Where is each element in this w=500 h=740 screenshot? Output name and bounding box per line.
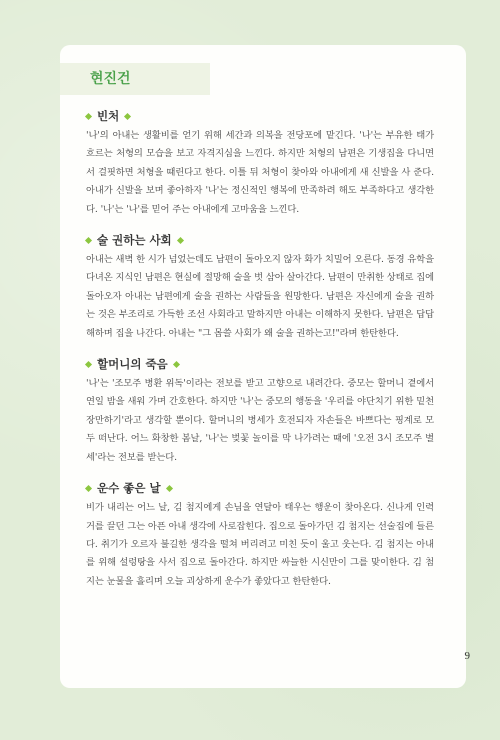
diamond-bullet-icon — [85, 112, 92, 119]
section-heading — [86, 105, 446, 127]
section-sul — [86, 229, 446, 343]
section-body: 아내는 새벽 한 시가 넘었는데도 남편이 돌아오지 않자 화가 치밀어 오른다. 동경 유학을 다녀온 지식인 남편은 현실에 절망해 술을 벗 삼아 살아간다. 남편이 만취한 상태로 집에 돌아오자 아내는 남편에게 술을 권하는 사람들을 원망한다. 남편은 자신에게 술을 권하는 것은 부조리로 가득한 조선 사회라고 말하지만 아내는 이해하지 못한다. 남편은 답답해하며 집을 나간다. 아내는 "그 몹쓸 사회가 왜 술을 권하는고!"라며 한탄한다. — [86, 254, 434, 339]
section-heading — [86, 229, 446, 251]
section-binche — [86, 105, 446, 219]
section-title: 운수 좋은 날 — [97, 481, 161, 496]
section-halmeoni — [86, 353, 446, 467]
diamond-bullet-icon — [177, 236, 184, 243]
author-name: 현진건 — [90, 71, 131, 87]
section-body: '나'의 아내는 생활비를 얻기 위해 세간과 의복을 전당포에 맡긴다. '나'는 부유한 태가 흐르는 처형의 모습을 보고 자격지심을 느낀다. 하지만 처형의 남편은 기생집을 다니면서 걸핏하면 처형을 때린다고 한다. 이틀 뒤 처형이 찾아와 아내에게 새 신발을 사 준다. 아내가 신발을 보며 좋아하자 '나'는 정신적인 행복에 만족하려 해도 부족하다고 생각한다. '나'는 '나'를 믿어 주는 아내에게 고마움을 느낀다. — [86, 130, 434, 215]
section-title: 술 권하는 사회 — [97, 233, 172, 248]
diamond-bullet-icon — [166, 485, 173, 492]
diamond-bullet-icon — [85, 361, 92, 368]
page-number: 9 — [464, 650, 470, 662]
section-body: '나'는 '조모주 병환 위독'이라는 전보를 받고 고향으로 내려간다. 중모는 할머니 곁에서 연일 밤을 새워 가며 간호한다. 하지만 '나'는 중모의 행동을 '우리를 야단치기 위한 밑천 장만하기'라고 생각할 뿐이다. 할머니의 병세가 호전되자 자손들은 바쁘다는 핑계로 모두 떠난다. 어느 화창한 봄날, '나'는 벚꽃 놀이를 막 나가려는 때에 '오전 3시 조모주 별세'라는 전보를 받는다. — [86, 378, 434, 463]
section-title: 빈처 — [97, 109, 120, 123]
content-card — [60, 45, 466, 688]
diamond-bullet-icon — [85, 485, 92, 492]
diamond-bullet-icon — [173, 361, 180, 368]
section-body: 비가 내리는 어느 날, 김 첨지에게 손님을 연달아 태우는 행운이 찾아온다. 신나게 인력거를 끌던 그는 아픈 아내 생각에 사로잡힌다. 집으로 돌아가던 김 첨지는 선술집에 들른다. 취기가 오르자 불길한 생각을 떨쳐 버리려고 미친 듯이 울고 웃는다. 김 첨지는 아내를 위해 설렁탕을 사서 집으로 돌아간다. 하지만 싸늘한 시신만이 그를 맞이한다. 김 첨지는 눈물을 흘리며 오늘 괴상하게 운수가 좋았다고 한탄한다. — [86, 502, 434, 587]
diamond-bullet-icon — [85, 236, 92, 243]
section-unsu — [86, 477, 446, 591]
section-heading — [86, 353, 446, 375]
diamond-bullet-icon — [124, 112, 131, 119]
section-heading — [86, 477, 446, 499]
section-title: 할머니의 죽음 — [97, 357, 168, 372]
